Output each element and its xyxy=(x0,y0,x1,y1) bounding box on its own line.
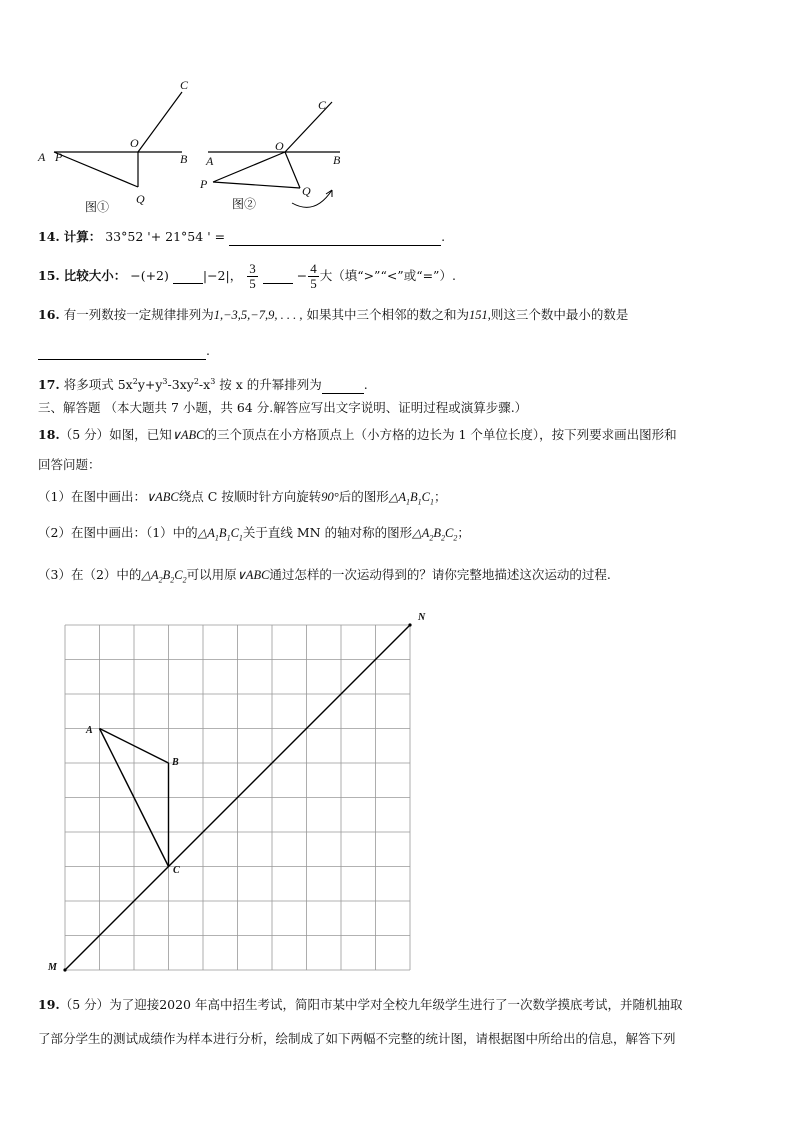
q18-p3a: （3）在（2）中的 xyxy=(38,567,142,582)
grid-label-m: M xyxy=(48,962,57,973)
point-n xyxy=(408,623,411,626)
q18-score: （5 分） xyxy=(59,427,110,442)
q18-triangle-1: ∨ABC xyxy=(171,428,205,442)
q18-p1a: （1）在图中画出： xyxy=(38,489,146,504)
q15-number: 15. xyxy=(38,268,60,283)
grid-label-n: N xyxy=(418,612,426,623)
q15-expr1: −(+2) xyxy=(130,268,169,283)
grid-figure xyxy=(40,605,440,980)
q15-expr2: |−2| xyxy=(202,268,230,283)
question-16 xyxy=(38,306,628,324)
q18-p3c: 通过怎样的一次运动得到的？请你完整地描述这次运动的过程. xyxy=(269,567,611,582)
q17-text-post: 按 x 的升幂排列为 xyxy=(215,377,322,393)
q14-label: 计算： xyxy=(63,229,102,244)
fig1-label-b: B xyxy=(180,152,188,166)
question-19-line-2: 了部分学生的测试成绩作为样本进行分析，绘制成了如下两幅不完整的统计图，请根据图中所给出的信息，解答下列 xyxy=(38,1031,676,1046)
q16-text-1: 有一列数按一定规律排列为 xyxy=(63,307,214,322)
q18-triangle-a1b1c1-ref: $\triangle A_1B_1C_1$ xyxy=(197,526,243,543)
fig2-label-b: B xyxy=(333,153,341,167)
q18-line1a: 如图，已知 xyxy=(109,427,172,442)
q16-sequence: 1,−3,5,−7,9, . . . , xyxy=(213,308,303,322)
fig2-label-a: A xyxy=(206,154,214,168)
fig2-label-q: Q xyxy=(302,184,311,198)
q14-number: 14. xyxy=(38,229,60,244)
q17-answer-blank[interactable] xyxy=(322,393,364,394)
q19-line1: 为了迎接2020 年高中招生考试，简阳市某中学对全校九年级学生进行了一次数学摸底考试，并随机抽取 xyxy=(109,997,683,1012)
q18-p1b: 绕点 C 按顺时针方向旋转 xyxy=(178,489,322,504)
q18-p3b: 可以用原 xyxy=(186,567,237,582)
q15-answer-blank-1[interactable] xyxy=(173,283,203,284)
q16-sum: 151, xyxy=(469,308,491,322)
q14-end: . xyxy=(441,229,446,244)
fig2-caption: 图② xyxy=(232,197,257,211)
question-18-line-2: 回答问题： xyxy=(38,457,101,472)
q17-end: . xyxy=(363,377,368,393)
q17-exp-a: 2 xyxy=(132,377,138,386)
q17-exp-d: 3 xyxy=(210,377,216,386)
q16-end: . xyxy=(206,343,210,358)
question-17 xyxy=(38,373,368,394)
question-15 xyxy=(38,258,456,294)
q15-minus: − xyxy=(296,268,308,283)
q18-line1b: 的三个顶点在小方格顶点上（小方格的边长为 1 个单位长度），按下列要求画出图形和 xyxy=(204,427,677,442)
q18-p2a: （2）在图中画出：（1）中的 xyxy=(38,525,198,540)
q17-text-mid: y+y xyxy=(137,377,163,393)
figure-2 xyxy=(208,102,340,207)
q18-triangle-a2b2c2-ref: $\triangle A_2B_2C_2$ xyxy=(141,568,187,585)
q16-number: 16. xyxy=(38,307,60,322)
q16-text-2: 如果其中三个相邻的数之和为 xyxy=(306,307,469,322)
q17-text-pre: 将多项式 5x xyxy=(63,377,133,393)
q15-fraction-2: $\frac{4}{5}$ xyxy=(310,261,317,291)
q18-triangle-a1b1c1: $\triangle A_1B_1C_1$ xyxy=(388,490,434,507)
fig1-caption: 图① xyxy=(85,200,110,214)
question-18-part-1: （1）在图中画出：∨ABC绕点 C 按顺时针方向旋转90°后的图形$\triangle A_1B_1C_1$； xyxy=(38,489,447,507)
fig2-label-c: C xyxy=(318,98,327,112)
q18-angle: 90° xyxy=(321,490,339,504)
q17-exp-b: 3 xyxy=(162,377,168,386)
q16-text-3: 则这三个数中最小的数是 xyxy=(490,307,629,322)
point-m xyxy=(63,968,66,971)
question-18-line-1 xyxy=(38,426,677,444)
q17-text-mid2: -3xy xyxy=(167,377,194,393)
q17-number: 17. xyxy=(38,377,60,393)
q14-expression: 33°52 '+ 21°54 ' = xyxy=(105,229,226,244)
question-14 xyxy=(38,228,445,246)
grid-label-c: C xyxy=(173,865,180,876)
fig1-label-c: C xyxy=(180,78,189,92)
fig1-label-a: A xyxy=(38,150,46,164)
q18-triangle-2: ∨ABC xyxy=(145,490,179,504)
q18-triangle-3: ∨ABC xyxy=(236,568,270,582)
q18-number: 18. xyxy=(38,427,60,442)
q18-triangle-a2b2c2: $\triangle A_2B_2C_2$ xyxy=(412,526,458,543)
q18-p1c: 后的图形 xyxy=(338,489,389,504)
q14-answer-blank[interactable] xyxy=(229,245,441,246)
q15-sep: ， xyxy=(229,268,243,283)
fig1-label-o: O xyxy=(130,136,139,150)
q16-answer-blank[interactable] xyxy=(38,359,206,360)
q19-score: （5 分） xyxy=(59,997,110,1012)
grid-label-b: B xyxy=(172,757,179,768)
question-16-answer-line xyxy=(38,342,210,360)
grid-label-a: A xyxy=(86,725,93,736)
q18-p2b: 关于直线 MN 的轴对称的图形 xyxy=(242,525,413,540)
fig2-label-p: P xyxy=(200,177,208,191)
fig2-label-o: O xyxy=(275,139,284,153)
q17-text-mid3: -x xyxy=(198,377,211,393)
q15-tail: 大（填“>”“<”或“=”）. xyxy=(319,268,456,283)
q15-fraction-1: $\frac{3}{5}$ xyxy=(249,261,256,291)
fig1-label-q: Q xyxy=(136,192,145,206)
q19-number: 19. xyxy=(38,997,60,1012)
section-3-heading: 三、解答题 （本大题共 7 小题，共 64 分.解答应写出文字说明、证明过程或演算步骤.） xyxy=(38,400,528,415)
figure-1 xyxy=(54,92,182,187)
q15-answer-blank-2[interactable] xyxy=(263,283,293,284)
q15-label: 比较大小： xyxy=(63,268,127,283)
fig1-label-p: P xyxy=(55,150,63,164)
q17-exp-c: 2 xyxy=(193,377,199,386)
question-18-part-2: （2）在图中画出：（1）中的$\triangle A_1B_1C_1$关于直线 MN 的轴对称的图形$\triangle A_2B_2C_2$； xyxy=(38,525,470,543)
question-18-part-3 xyxy=(38,566,611,590)
question-19-line-1 xyxy=(38,996,682,1014)
